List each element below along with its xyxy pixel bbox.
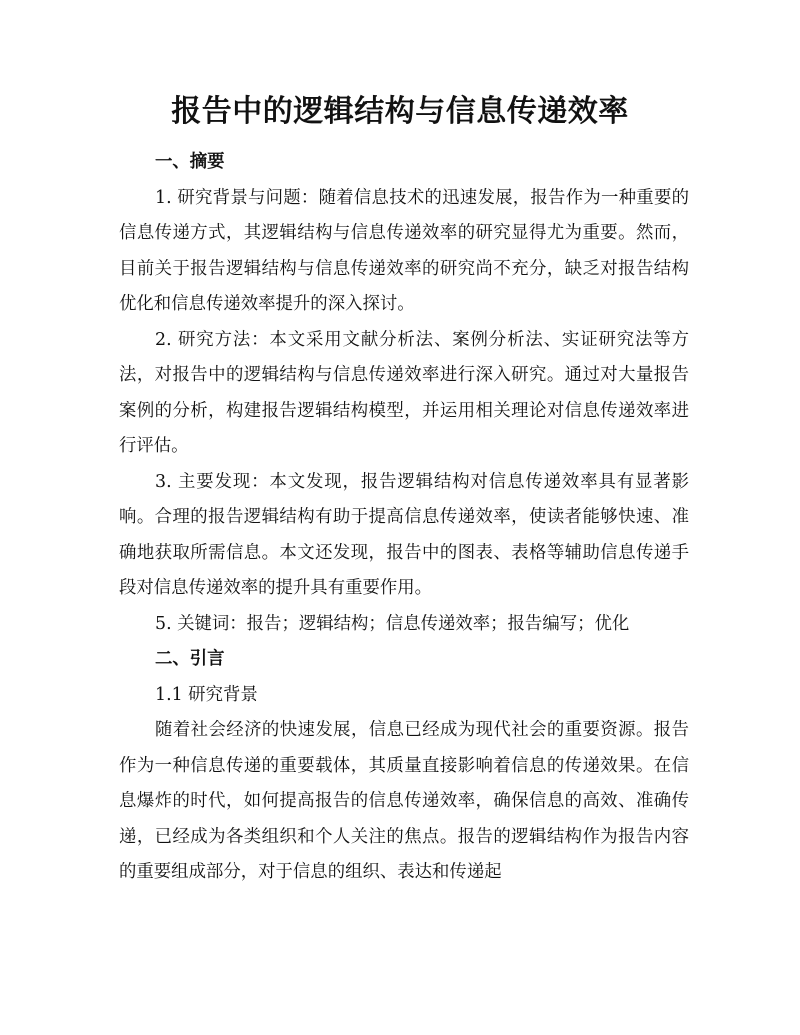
- abstract-item-findings: 3. 主要发现：本文发现，报告逻辑结构对信息传递效率具有显著影响。合理的报告逻辑结构有助于提高信息传递效率，使读者能够快速、准确地获取所需信息。本文还发现，报告中的图表、表格等辅助信息传递手段对信息传递效率的提升具有重要作用。: [119, 471, 689, 598]
- intro-heading: 二、引言: [155, 649, 225, 669]
- document-body: [119, 145, 689, 891]
- abstract-heading: 一、摘要: [155, 152, 225, 172]
- intro-sub-heading: 1.1 研究背景: [155, 684, 258, 705]
- document-title: 报告中的逻辑结构与信息传递效率: [171, 94, 629, 129]
- abstract-item-method: 2. 研究方法：本文采用文献分析法、案例分析法、实证研究法等方法，对报告中的逻辑结构与信息传递效率进行深入研究。通过对大量报告案例的分析，构建报告逻辑结构模型，并运用相关理论对信息传递效率进行评估。: [119, 329, 689, 456]
- abstract-item-background: 1. 研究背景与问题：随着信息技术的迅速发展，报告作为一种重要的信息传递方式，其逻辑结构与信息传递效率的研究显得尤为重要。然而，目前关于报告逻辑结构与信息传递效率的研究尚不充分，缺乏对报告结构优化和信息传递效率提升的深入探讨。: [119, 187, 689, 314]
- intro-paragraph: 随着社会经济的快速发展，信息已经成为现代社会的重要资源。报告作为一种信息传递的重要载体，其质量直接影响着信息的传递效果。在信息爆炸的时代，如何提高报告的信息传递效率，确保信息的高效、准确传递，已经成为各类组织和个人关注的焦点。报告的逻辑结构作为报告内容的重要组成部分，对于信息的组织、表达和传递起: [119, 720, 689, 882]
- abstract-item-keywords: 5. 关键词：报告；逻辑结构；信息传递效率；报告编写；优化: [155, 613, 630, 634]
